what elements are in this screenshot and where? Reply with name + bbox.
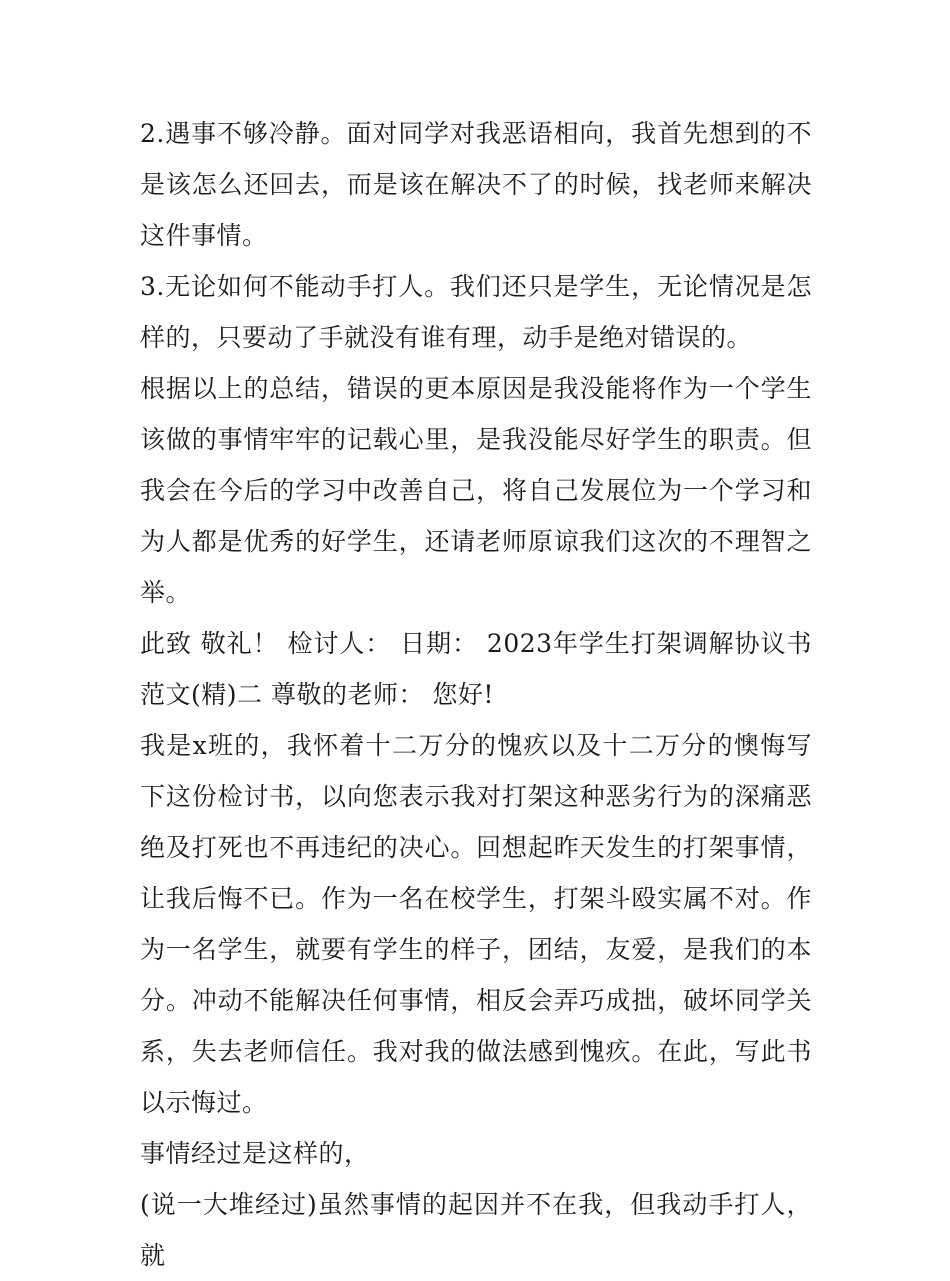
paragraph-closing-and-heading: 此致 敬礼！ 检讨人： 日期： 2023年学生打架调解协议书范文(精)二 尊敬的老师： 您好! <box>140 629 812 709</box>
paragraph-incident-details: (说一大堆经过)虽然事情的起因并不在我，但我动手打人，就 <box>140 1190 812 1270</box>
paragraph-summary: 根据以上的总结，错误的更本原因是我没能将作为一个学生该做的事情牢牢的记载心里，是我没能尽好学生的职责。但我会在今后的学习中改善自己，将自己发展位为一个学习和为人都是优秀的好学生，还请老师原谅我们这次的不理智之举。 <box>140 374 812 607</box>
paragraph-point-3: 3.无论如何不能动手打人。我们还只是学生，无论情况是怎样的，只要动了手就没有谁有理，动手是绝对错误的。 <box>140 272 812 352</box>
paragraph-self-criticism: 我是x班的，我怀着十二万分的愧疚以及十二万分的懊悔写下这份检讨书，以向您表示我对打架这种恶劣行为的深痛恶绝及打死也不再违纪的决心。回想起昨天发生的打架事情，让我后悔不已。作为一名在校学生，打架斗殴实属不对。作为一名学生，就要有学生的样子，团结，友爱，是我们的本分。冲动不能解决任何事情，相反会弄巧成拙，破坏同学关系，失去老师信任。我对我的做法感到愧疚。在此，写此书以示悔过。 <box>140 731 812 1117</box>
document-body <box>140 108 812 1281</box>
paragraph-point-2: 2.遇事不够冷静。面对同学对我恶语相向，我首先想到的不是该怎么还回去，而是该在解决不了的时候，找老师来解决这件事情。 <box>140 119 812 250</box>
paragraph-incident-intro: 事情经过是这样的， <box>140 1139 370 1168</box>
